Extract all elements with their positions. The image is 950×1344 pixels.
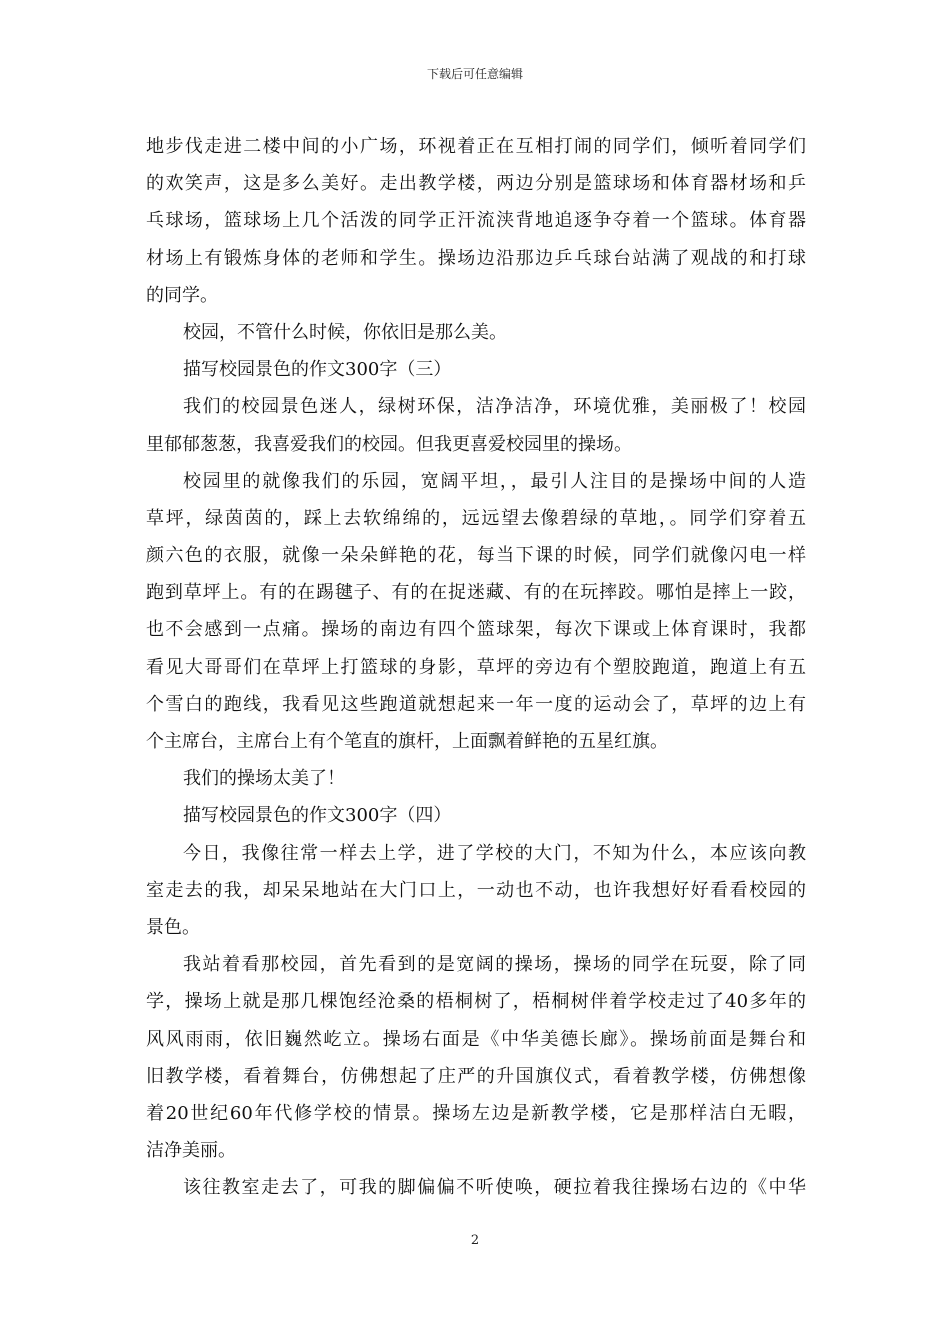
text-line: 该往教室走去了，可我的脚偏偏不听使唤，硬拉着我往操场右边的《中华 [183,1177,806,1199]
text-line: 着20世纪60年代修学校的情景。操场左边是新教学楼，它是那样洁白无暇， [146,1102,806,1124]
text-line: 室走去的我，却呆呆地站在大门口上，一动也不动，也许我想好好看看校园的 [146,879,806,901]
heading-line: 描写校园景色的作文300字（三） [183,359,452,381]
text-line: 材场上有锻炼身体的老师和学生。操场边沿那边乒乓球台站满了观战的和打球 [146,247,806,269]
text-line: 里郁郁葱葱，我喜爱我们的校园。但我更喜爱校园里的操场。 [146,433,632,455]
heading-line: 描写校园景色的作文300字（四） [183,805,452,827]
paragraph [146,388,806,462]
text-line: 学，操场上就是那几棵饱经沧桑的梧桐树了，梧桐树伴着学校走过了40多年的 [146,991,806,1013]
paragraph [146,760,806,797]
text-line: 地步伐走进二楼中间的小广场，环视着正在互相打闹的同学们，倾听着同学们 [146,136,806,157]
text-line: 看见大哥哥们在草坪上打篮球的身影，草坪的旁边有个塑胶跑道，跑道上有五 [146,656,806,678]
paragraph [146,128,806,314]
text-line: 颜六色的衣服，就像一朵朵鲜艳的花，每当下课的时候，同学们就像闪电一样 [146,545,806,567]
text-line: 风风雨雨，依旧巍然屹立。操场右面是《中华美德长廊》。操场前面是舞台和 [146,1028,806,1050]
paragraph [146,314,806,351]
text-line: 旧教学楼，看着舞台，仿佛想起了庄严的升国旗仪式，看着教学楼，仿佛想像 [146,1065,806,1087]
text-line: 我们的操场太美了！ [183,768,345,790]
text-line: 景色。 [146,916,200,938]
paragraph [146,946,806,1169]
section-heading [146,797,806,834]
text-line: 我站着看那校园，首先看到的是宽阔的操场，操场的同学在玩耍，除了同 [183,954,806,976]
text-line: 跑到草坪上。有的在踢毽子、有的在捉迷藏、有的在玩摔跤。哪怕是摔上一跤， [146,582,806,604]
page-header: 下载后可任意编辑 [426,67,523,81]
text-line: 洁净美丽。 [146,1140,236,1162]
page-number: 2 [470,1233,480,1248]
text-line: 的同学。 [146,284,218,306]
paragraph [146,835,806,947]
text-line: 乓球场，篮球场上几个活泼的同学正汗流浃背地追逐争夺着一个篮球。体育器 [146,210,806,232]
text-line: 校园里的就像我们的乐园，宽阔平坦，，最引人注目的是操场中间的人造 [183,470,806,492]
text-line: 今日，我像往常一样去上学，进了学校的大门，不知为什么，本应该向教 [183,842,806,864]
text-line: 校园，不管什么时候，你依旧是那么美。 [183,321,507,343]
text-line: 也不会感到一点痛。操场的南边有四个篮球架，每次下课或上体育课时，我都 [146,619,806,641]
section-heading [146,351,806,388]
document-body [146,128,806,1206]
text-line: 草坪，绿茵茵的，踩上去软绵绵的，远远望去像碧绿的草地，。同学们穿着五 [146,507,806,529]
paragraph [146,463,806,761]
text-line: 个雪白的跑线，我看见这些跑道就想起来一年一度的运动会了，草坪的边上有 [146,693,806,715]
text-line: 个主席台，主席台上有个笔直的旗杆，上面飘着鲜艳的五星红旗。 [146,731,668,752]
paragraph [146,1169,806,1206]
text-line: 我们的校园景色迷人，绿树环保，洁净洁净，环境优雅，美丽极了！校园 [183,396,806,418]
text-line: 的欢笑声，这是多么美好。走出教学楼，两边分别是篮球场和体育器材场和乒 [146,173,806,195]
